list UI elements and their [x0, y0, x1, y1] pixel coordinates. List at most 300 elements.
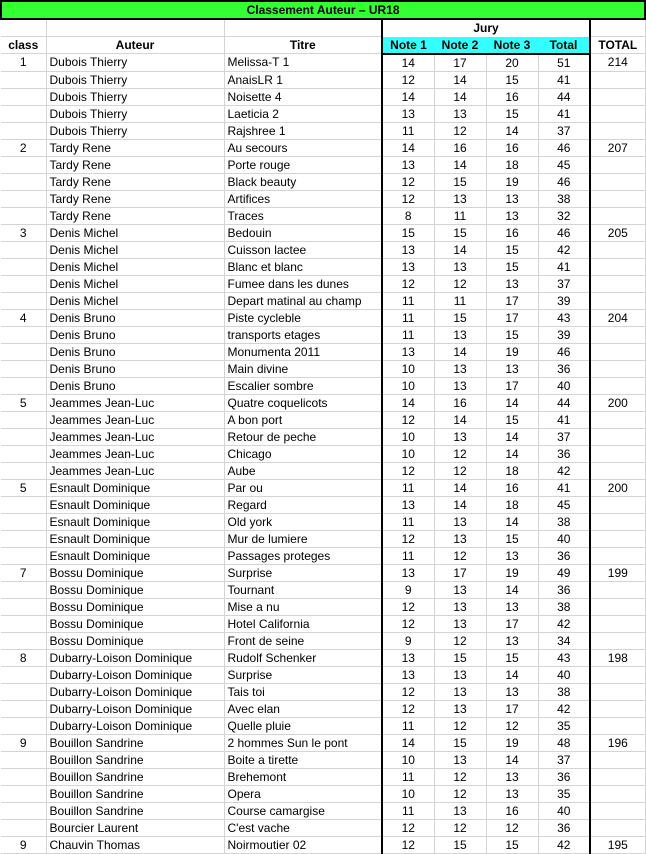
cell-class: 3 [1, 224, 46, 241]
cell-titre: C'est vache [224, 819, 382, 836]
cell-total [590, 547, 645, 564]
cell-total [590, 683, 645, 700]
cell-total [590, 785, 645, 802]
cell-titre: Noirmoutier 02 [224, 836, 382, 853]
cell-auteur: Esnault Dominique [46, 530, 224, 547]
cell-total [590, 207, 645, 224]
table-row [1, 88, 645, 105]
header-auteur: Auteur [46, 37, 224, 54]
cell-titre: Old york [224, 513, 382, 530]
cell-jury-total: 44 [538, 394, 590, 411]
table-row [1, 122, 645, 139]
cell-auteur: Esnault Dominique [46, 479, 224, 496]
cell-jury-total: 38 [538, 513, 590, 530]
cell-note2: 12 [434, 819, 486, 836]
cell-jury-total: 37 [538, 122, 590, 139]
cell-note2: 13 [434, 326, 486, 343]
cell-note1: 13 [382, 105, 434, 122]
cell-note1: 12 [382, 462, 434, 479]
cell-auteur: Denis Michel [46, 241, 224, 258]
cell-note1: 11 [382, 513, 434, 530]
table-row [1, 411, 645, 428]
table-row [1, 666, 645, 683]
cell-jury-total: 45 [538, 156, 590, 173]
cell-total [590, 496, 645, 513]
cell-titre: Regard [224, 496, 382, 513]
cell-auteur: Bouillon Sandrine [46, 734, 224, 751]
cell-titre: A bon port [224, 411, 382, 428]
cell-note3: 15 [486, 258, 538, 275]
cell-class [1, 88, 46, 105]
cell-note3: 13 [486, 683, 538, 700]
cell-titre: Au secours [224, 139, 382, 156]
cell-note2: 14 [434, 88, 486, 105]
cell-jury-total: 41 [538, 479, 590, 496]
cell-note2: 17 [434, 564, 486, 581]
cell-note3: 13 [486, 785, 538, 802]
cell-auteur: Dubarry-Loison Dominique [46, 666, 224, 683]
cell-total [590, 802, 645, 819]
cell-class [1, 173, 46, 190]
cell-note3: 13 [486, 598, 538, 615]
cell-jury-total: 39 [538, 292, 590, 309]
cell-jury-total: 48 [538, 734, 590, 751]
cell-note1: 13 [382, 258, 434, 275]
cell-note1: 12 [382, 173, 434, 190]
title-row [1, 1, 645, 19]
cell-note1: 10 [382, 428, 434, 445]
blank-cell [590, 19, 645, 37]
cell-note3: 15 [486, 836, 538, 853]
cell-note3: 19 [486, 734, 538, 751]
cell-jury-total: 36 [538, 360, 590, 377]
cell-note3: 17 [486, 309, 538, 326]
cell-note3: 13 [486, 190, 538, 207]
cell-note2: 15 [434, 224, 486, 241]
cell-titre: Course camargise [224, 802, 382, 819]
header-titre: Titre [224, 37, 382, 54]
cell-total: 214 [590, 54, 645, 72]
cell-auteur: Tardy Rene [46, 207, 224, 224]
table-row [1, 496, 645, 513]
cell-note1: 11 [382, 292, 434, 309]
blank-cell [46, 19, 224, 37]
cell-total [590, 292, 645, 309]
cell-total [590, 122, 645, 139]
cell-total: 195 [590, 836, 645, 853]
cell-titre: Traces [224, 207, 382, 224]
cell-total [590, 768, 645, 785]
cell-jury-total: 34 [538, 632, 590, 649]
table-row [1, 479, 645, 496]
cell-auteur: Bossu Dominique [46, 632, 224, 649]
cell-note1: 11 [382, 802, 434, 819]
cell-jury-total: 42 [538, 241, 590, 258]
cell-note2: 13 [434, 513, 486, 530]
header-note1: Note 1 [382, 37, 434, 54]
cell-note3: 15 [486, 530, 538, 547]
cell-auteur: Dubarry-Loison Dominique [46, 649, 224, 666]
cell-total [590, 615, 645, 632]
table-row [1, 564, 645, 581]
cell-auteur: Jeammes Jean-Luc [46, 462, 224, 479]
cell-jury-total: 36 [538, 819, 590, 836]
cell-note3: 16 [486, 802, 538, 819]
cell-note2: 13 [434, 598, 486, 615]
cell-note2: 12 [434, 275, 486, 292]
cell-titre: Chicago [224, 445, 382, 462]
cell-class [1, 241, 46, 258]
cell-note2: 12 [434, 785, 486, 802]
cell-note1: 12 [382, 683, 434, 700]
cell-auteur: Denis Michel [46, 275, 224, 292]
cell-auteur: Bourcier Laurent [46, 819, 224, 836]
cell-titre: Mur de lumiere [224, 530, 382, 547]
cell-note3: 14 [486, 428, 538, 445]
cell-class [1, 819, 46, 836]
cell-jury-total: 42 [538, 700, 590, 717]
cell-total [590, 275, 645, 292]
cell-jury-total: 37 [538, 428, 590, 445]
cell-auteur: Dubarry-Loison Dominique [46, 717, 224, 734]
cell-auteur: Dubois Thierry [46, 54, 224, 72]
cell-class [1, 462, 46, 479]
cell-auteur: Tardy Rene [46, 156, 224, 173]
cell-class [1, 615, 46, 632]
cell-class [1, 360, 46, 377]
table-row [1, 751, 645, 768]
cell-total [590, 428, 645, 445]
cell-note1: 12 [382, 71, 434, 88]
cell-titre: Cuisson lactee [224, 241, 382, 258]
cell-class [1, 445, 46, 462]
cell-note1: 11 [382, 326, 434, 343]
table-row [1, 292, 645, 309]
cell-note2: 12 [434, 547, 486, 564]
cell-auteur: Denis Bruno [46, 377, 224, 394]
cell-titre: Rudolf Schenker [224, 649, 382, 666]
cell-auteur: Esnault Dominique [46, 547, 224, 564]
table-row [1, 190, 645, 207]
cell-jury-total: 44 [538, 88, 590, 105]
cell-note1: 11 [382, 547, 434, 564]
cell-note2: 15 [434, 649, 486, 666]
cell-total [590, 156, 645, 173]
cell-note1: 15 [382, 224, 434, 241]
cell-class [1, 156, 46, 173]
table-row [1, 598, 645, 615]
cell-class: 5 [1, 394, 46, 411]
cell-titre: Piste cycleble [224, 309, 382, 326]
cell-note3: 12 [486, 717, 538, 734]
jury-header: Jury [382, 19, 590, 37]
cell-note2: 12 [434, 768, 486, 785]
header-class: class [1, 37, 46, 54]
cell-titre: Mise a nu [224, 598, 382, 615]
cell-note1: 13 [382, 564, 434, 581]
cell-note1: 10 [382, 377, 434, 394]
cell-titre: Bedouin [224, 224, 382, 241]
cell-note2: 15 [434, 734, 486, 751]
cell-class [1, 683, 46, 700]
cell-note1: 11 [382, 479, 434, 496]
cell-note2: 12 [434, 717, 486, 734]
cell-total [590, 717, 645, 734]
cell-titre: Artifices [224, 190, 382, 207]
cell-note1: 14 [382, 734, 434, 751]
cell-note3: 19 [486, 173, 538, 190]
cell-jury-total: 37 [538, 275, 590, 292]
table-row [1, 241, 645, 258]
cell-note3: 12 [486, 819, 538, 836]
cell-titre: Opera [224, 785, 382, 802]
header-note2: Note 2 [434, 37, 486, 54]
cell-note1: 12 [382, 615, 434, 632]
cell-note1: 11 [382, 717, 434, 734]
cell-auteur: Denis Bruno [46, 360, 224, 377]
cell-titre: Melissa-T 1 [224, 54, 382, 72]
cell-titre: Depart matinal au champ [224, 292, 382, 309]
cell-jury-total: 49 [538, 564, 590, 581]
table-row [1, 581, 645, 598]
cell-note1: 12 [382, 836, 434, 853]
cell-note3: 17 [486, 377, 538, 394]
cell-auteur: Bouillon Sandrine [46, 785, 224, 802]
table-row [1, 139, 645, 156]
cell-titre: Aube [224, 462, 382, 479]
cell-jury-total: 41 [538, 71, 590, 88]
column-header-row [1, 37, 645, 54]
cell-note1: 13 [382, 343, 434, 360]
cell-titre: Par ou [224, 479, 382, 496]
table-row [1, 819, 645, 836]
cell-note3: 14 [486, 445, 538, 462]
cell-jury-total: 38 [538, 190, 590, 207]
cell-note3: 18 [486, 462, 538, 479]
cell-jury-total: 40 [538, 377, 590, 394]
cell-jury-total: 41 [538, 258, 590, 275]
cell-jury-total: 40 [538, 530, 590, 547]
cell-titre: Brehemont [224, 768, 382, 785]
cell-class [1, 122, 46, 139]
cell-jury-total: 42 [538, 836, 590, 853]
cell-note1: 11 [382, 309, 434, 326]
cell-total [590, 819, 645, 836]
cell-note1: 12 [382, 190, 434, 207]
cell-note2: 13 [434, 615, 486, 632]
cell-total: 207 [590, 139, 645, 156]
cell-note2: 13 [434, 666, 486, 683]
cell-note2: 12 [434, 445, 486, 462]
cell-note1: 13 [382, 496, 434, 513]
table-row [1, 54, 645, 72]
table-row [1, 632, 645, 649]
table-row [1, 683, 645, 700]
cell-auteur: Jeammes Jean-Luc [46, 428, 224, 445]
table-row [1, 173, 645, 190]
cell-class [1, 326, 46, 343]
cell-class: 2 [1, 139, 46, 156]
cell-titre: Hotel California [224, 615, 382, 632]
cell-class: 9 [1, 836, 46, 853]
cell-note3: 19 [486, 343, 538, 360]
cell-note3: 14 [486, 513, 538, 530]
cell-total: 198 [590, 649, 645, 666]
cell-note3: 14 [486, 666, 538, 683]
cell-total [590, 88, 645, 105]
cell-auteur: Tardy Rene [46, 173, 224, 190]
table-row [1, 530, 645, 547]
cell-class [1, 258, 46, 275]
cell-total [590, 360, 645, 377]
cell-auteur: Bossu Dominique [46, 581, 224, 598]
cell-jury-total: 38 [538, 598, 590, 615]
cell-note3: 19 [486, 564, 538, 581]
table-row [1, 394, 645, 411]
cell-titre: Laeticia 2 [224, 105, 382, 122]
cell-note3: 17 [486, 292, 538, 309]
cell-jury-total: 36 [538, 547, 590, 564]
table-row [1, 768, 645, 785]
cell-class [1, 411, 46, 428]
header-note3: Note 3 [486, 37, 538, 54]
cell-note2: 14 [434, 343, 486, 360]
cell-note3: 16 [486, 224, 538, 241]
cell-total: 200 [590, 479, 645, 496]
cell-class: 1 [1, 54, 46, 72]
cell-jury-total: 45 [538, 496, 590, 513]
table-row [1, 428, 645, 445]
cell-note2: 13 [434, 530, 486, 547]
table-row [1, 547, 645, 564]
cell-class [1, 292, 46, 309]
cell-jury-total: 36 [538, 445, 590, 462]
cell-titre: Surprise [224, 564, 382, 581]
cell-note2: 13 [434, 360, 486, 377]
header-jury-total: Total [538, 37, 590, 54]
cell-titre: Tais toi [224, 683, 382, 700]
cell-class [1, 343, 46, 360]
cell-class [1, 802, 46, 819]
cell-note1: 14 [382, 88, 434, 105]
cell-class [1, 190, 46, 207]
cell-jury-total: 35 [538, 717, 590, 734]
cell-auteur: Esnault Dominique [46, 496, 224, 513]
cell-total [590, 598, 645, 615]
cell-note2: 13 [434, 802, 486, 819]
cell-titre: Fumee dans les dunes [224, 275, 382, 292]
cell-titre: Front de seine [224, 632, 382, 649]
cell-class [1, 105, 46, 122]
cell-note1: 11 [382, 122, 434, 139]
cell-jury-total: 46 [538, 224, 590, 241]
table-row [1, 326, 645, 343]
cell-note3: 14 [486, 581, 538, 598]
cell-auteur: Bouillon Sandrine [46, 768, 224, 785]
cell-note2: 13 [434, 751, 486, 768]
cell-note1: 10 [382, 445, 434, 462]
cell-titre: Avec elan [224, 700, 382, 717]
cell-titre: Boite a tirette [224, 751, 382, 768]
table-title: Classement Auteur – UR18 [1, 1, 645, 19]
cell-note1: 8 [382, 207, 434, 224]
cell-note3: 14 [486, 122, 538, 139]
cell-jury-total: 39 [538, 326, 590, 343]
cell-class [1, 785, 46, 802]
cell-note3: 14 [486, 394, 538, 411]
cell-total: 204 [590, 309, 645, 326]
cell-note2: 13 [434, 428, 486, 445]
cell-jury-total: 43 [538, 309, 590, 326]
table-row [1, 71, 645, 88]
cell-note3: 15 [486, 105, 538, 122]
cell-jury-total: 46 [538, 139, 590, 156]
cell-titre: Surprise [224, 666, 382, 683]
cell-note1: 11 [382, 768, 434, 785]
cell-titre: Quatre coquelicots [224, 394, 382, 411]
cell-jury-total: 35 [538, 785, 590, 802]
cell-note3: 15 [486, 326, 538, 343]
cell-jury-total: 37 [538, 751, 590, 768]
cell-class [1, 513, 46, 530]
table-row [1, 700, 645, 717]
cell-note1: 14 [382, 139, 434, 156]
cell-note3: 16 [486, 88, 538, 105]
cell-note1: 13 [382, 156, 434, 173]
cell-titre: Main divine [224, 360, 382, 377]
cell-note1: 13 [382, 649, 434, 666]
cell-jury-total: 40 [538, 802, 590, 819]
table-row [1, 717, 645, 734]
cell-auteur: Dubarry-Loison Dominique [46, 700, 224, 717]
table-row [1, 360, 645, 377]
cell-jury-total: 43 [538, 649, 590, 666]
cell-note2: 11 [434, 207, 486, 224]
cell-auteur: Jeammes Jean-Luc [46, 445, 224, 462]
cell-titre: Tournant [224, 581, 382, 598]
cell-total [590, 343, 645, 360]
cell-auteur: Bouillon Sandrine [46, 751, 224, 768]
cell-titre: Porte rouge [224, 156, 382, 173]
cell-class [1, 530, 46, 547]
cell-class [1, 598, 46, 615]
cell-total [590, 632, 645, 649]
cell-titre: AnaisLR 1 [224, 71, 382, 88]
table-row [1, 445, 645, 462]
table-row [1, 377, 645, 394]
cell-note3: 18 [486, 496, 538, 513]
cell-note3: 20 [486, 54, 538, 72]
cell-total: 205 [590, 224, 645, 241]
table-row [1, 309, 645, 326]
cell-note2: 13 [434, 683, 486, 700]
cell-total [590, 700, 645, 717]
cell-total: 196 [590, 734, 645, 751]
cell-auteur: Tardy Rene [46, 139, 224, 156]
cell-note1: 12 [382, 275, 434, 292]
cell-class [1, 377, 46, 394]
cell-total [590, 530, 645, 547]
table-row [1, 513, 645, 530]
table-row [1, 207, 645, 224]
table-row [1, 785, 645, 802]
cell-total [590, 190, 645, 207]
cell-note3: 16 [486, 479, 538, 496]
cell-note2: 13 [434, 258, 486, 275]
cell-note1: 12 [382, 700, 434, 717]
cell-auteur: Bouillon Sandrine [46, 802, 224, 819]
cell-note3: 14 [486, 751, 538, 768]
